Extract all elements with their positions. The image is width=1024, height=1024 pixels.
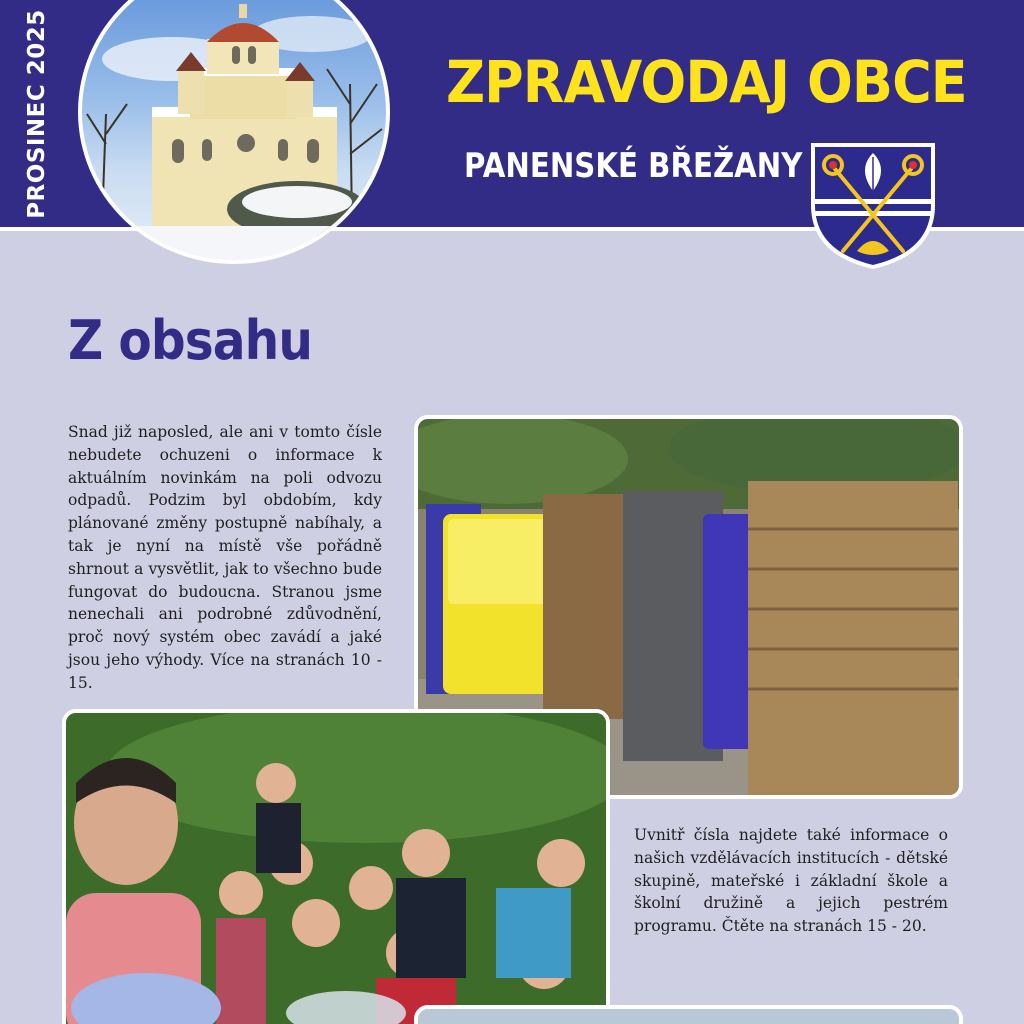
- newsletter-title: ZPRAVODAJ OBCE: [446, 48, 967, 116]
- children-activity-photo: [62, 709, 610, 1024]
- waste-collection-paragraph: Snad již naposled, ale ani v tomto čísle nebudete ochuzeni o informace k aktuálním novinkám na poli odvozu odpadů. Podzim byl obdobím, kdy plánované změny postupně nabíhaly, a tak je nyní na místě vše pořádně shrnout a vysvětlit, jak to všechno bude fungovat do budoucna. Stranou jsme nenechali ani podrobné zdůvodnění, proč nový systém obec zavádí a jaké jsou jeho výhody. Více na stranách 10 - 15.: [68, 423, 382, 692]
- coat-of-arms-icon: [807, 139, 939, 277]
- village-name: PANENSKÉ BŘEŽANY: [464, 146, 803, 186]
- education-paragraph: Uvnitř čísla najdete také informace o našich vzdělávacích institucích - dětské skupině, mateřské i základní škole a školní družině a jejich pestrém programu. Čtěte na stranách 15 - 20.: [634, 826, 948, 936]
- issue-date: PROSINEC 2025: [24, 9, 50, 219]
- chapel-photo: [78, 0, 390, 264]
- section-heading: Z obsahu: [68, 309, 313, 372]
- bottom-photo: [414, 1005, 963, 1024]
